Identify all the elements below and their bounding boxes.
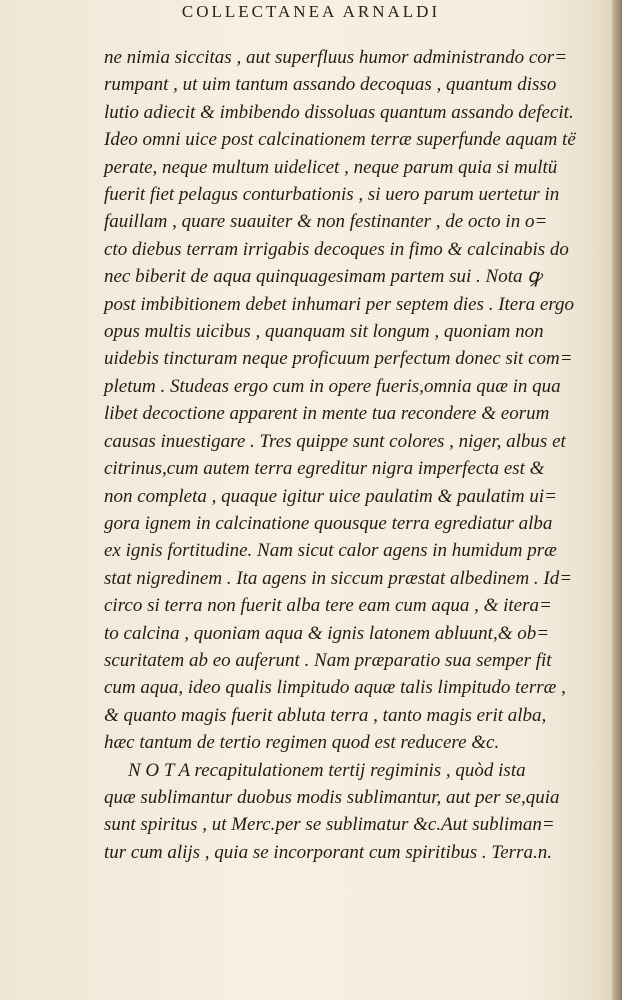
- text-line: citrinus,cum autem terra egreditur nigra imperfecta est &: [104, 458, 545, 480]
- page-gutter-shadow: [612, 0, 622, 1000]
- text-line: tur cum alijs , quia se incorporant cum spiritibus . Terra.n.: [104, 841, 552, 863]
- text-line: fauillam , quare suauiter & non festinanter , de octo in o=: [104, 211, 548, 233]
- text-line: Ideo omni uice post calcinationem terræ superfunde aquam të: [104, 129, 576, 151]
- text-line: circo si terra non fuerit alba tere eam cum aqua , & itera=: [104, 595, 552, 617]
- text-line: gora ignem in calcinatione quousque terra egrediatur alba: [104, 512, 553, 534]
- text-line: hæc tantum de tertio regimen quod est reducere &c.: [104, 732, 500, 754]
- running-head: COLLECTANEA ARNALDI: [181, 2, 441, 21]
- text-line: stat nigredinem . Ita agens in siccum præstat albedinem . Id=: [104, 567, 573, 589]
- text-line: perate, neque multum uidelicet , neque parum quia si multü: [104, 156, 558, 178]
- text-line: ne nimia siccitas , aut superfluus humor administrando cor=: [104, 47, 568, 68]
- text-line: non completa , quaque igitur uice paulatim & paulatim ui=: [104, 485, 557, 507]
- text-line: cum aqua, ideo qualis limpitudo aquæ talis limpitudo terræ ,: [104, 677, 566, 699]
- text-line: post imbibitionem debet inhumari per septem dies . Itera ergo: [104, 293, 575, 315]
- text-line: rumpant , ut uim tantum assando decoquas , quantum disso: [104, 74, 557, 96]
- text-line: nec biberit de aqua quinquagesimam partem sui . Nota ꝙ: [104, 266, 542, 288]
- text-line: libet decoctione apparent in mente tua recondere & eorum: [104, 403, 550, 425]
- text-line: pletum . Studeas ergo cum in opere fueris,omnia quæ in qua: [104, 375, 561, 397]
- text-line: & quanto magis fuerit abluta terra , tanto magis erit alba,: [104, 704, 547, 726]
- text-line: to calcina , quoniam aqua & ignis latonem abluunt,& ob=: [104, 622, 550, 644]
- text-line: quæ sublimantur duobus modis sublimantur, aut per se,quia: [104, 786, 560, 808]
- text-line: cto diebus terram irrigabis decoques in fimo & calcinabis do: [104, 238, 569, 260]
- text-line: causas inuestigare . Tres quippe sunt colores , niger, albus et: [104, 430, 566, 452]
- body-text: [104, 44, 586, 866]
- text-line: sunt spiritus , ut Merc.per se sublimatur &c.Aut subliman=: [104, 814, 555, 836]
- text-line: fuerit fiet pelagus conturbationis , si uero parum uertetur in: [104, 184, 560, 206]
- text-line: lutio adiecit & imbibendo dissoluas quantum assando defecit.: [104, 101, 574, 123]
- text-line: scuritatem ab eo auferunt . Nam præparatio sua semper fit: [104, 649, 552, 671]
- paragraph-start-line: N O T A recapitulationem tertij regiminis , quòd ista: [128, 759, 526, 781]
- text-line: uidebis tincturam neque proficuum perfectum donec sit com=: [104, 348, 573, 370]
- text-line: ex ignis fortitudine. Nam sicut calor agens in humidum præ: [104, 540, 557, 562]
- text-line: opus multis uicibus , quanquam sit longum , quoniam non: [104, 321, 544, 343]
